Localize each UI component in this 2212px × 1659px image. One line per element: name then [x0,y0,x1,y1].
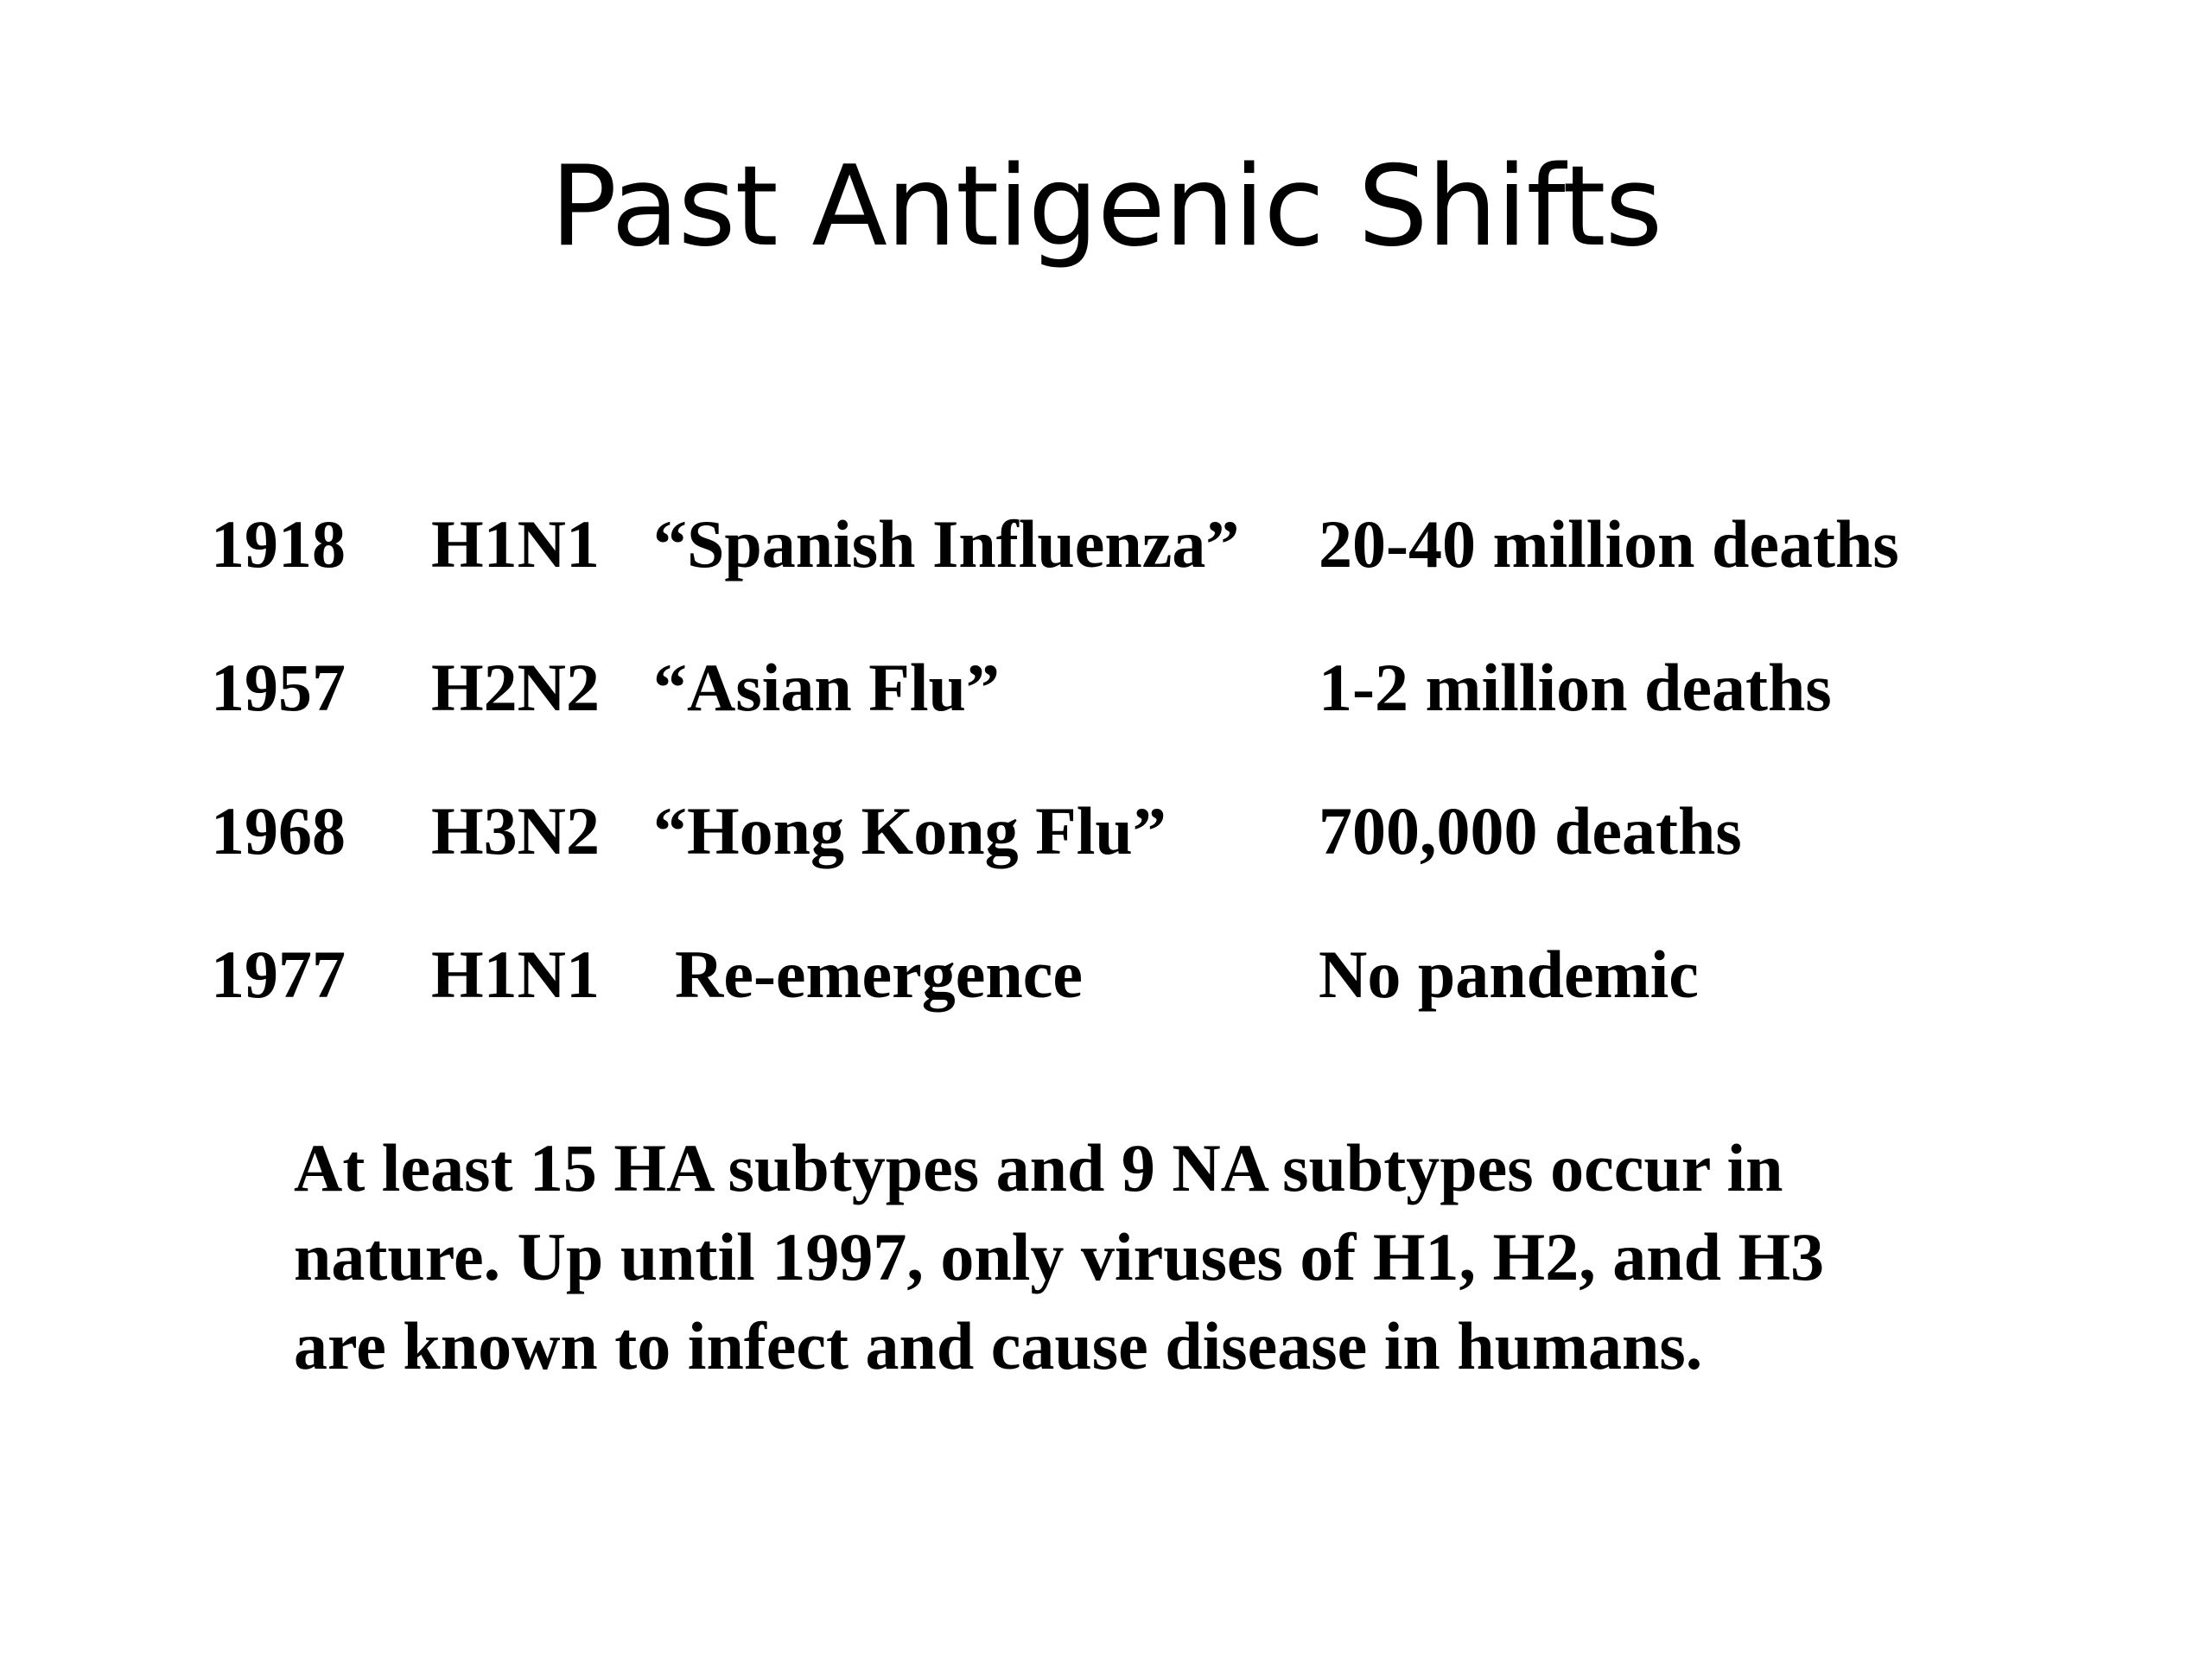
shift-subtype: H2N2 [431,650,600,725]
shift-row [211,927,2025,1071]
note-line: are known to infect and cause disease in humans. [294,1308,1703,1383]
shift-subtype: H3N2 [431,793,600,868]
shift-name: “Asian Flu” [653,650,1000,725]
shift-impact: 1-2 million deaths [1319,650,1832,725]
shift-row [211,640,2025,784]
shift-row [211,784,2025,927]
shift-impact: No pandemic [1319,937,1699,1012]
shift-row [211,497,2025,640]
note-line: nature. Up until 1997, only viruses of H1, H2, and H3 [294,1219,1825,1294]
slide-title: Past Antigenic Shifts [550,143,1662,271]
shift-subtype: H1N1 [431,506,600,582]
shift-year: 1918 [211,506,346,582]
shift-impact: 700,000 deaths [1319,793,1742,868]
shift-year: 1957 [211,650,346,725]
shift-name: Re-emergence [675,937,1083,1012]
antigenic-shift-table [211,497,2025,1071]
shift-year: 1977 [211,937,346,1012]
shift-subtype: H1N1 [431,937,600,1012]
shift-impact: 20-40 million deaths [1319,506,1899,582]
note-line: At least 15 HA subtypes and 9 NA subtypes occur in [294,1130,1783,1205]
shift-name: “Spanish Influenza” [653,506,1240,582]
subtype-note [294,1123,2022,1390]
shift-year: 1968 [211,793,346,868]
shift-name: “Hong Kong Flu” [653,793,1166,868]
